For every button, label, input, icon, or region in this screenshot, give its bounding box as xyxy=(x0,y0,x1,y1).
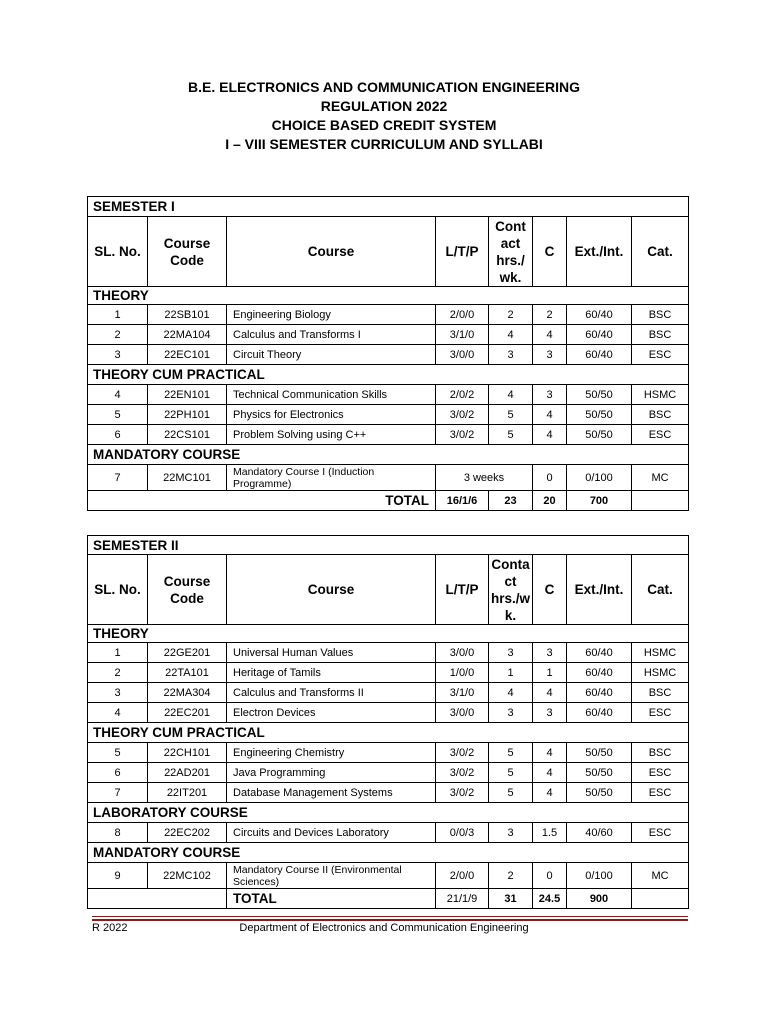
cell-contact: 4 xyxy=(489,325,533,345)
cell-credits: 1.5 xyxy=(533,823,567,843)
cell-sl: 1 xyxy=(88,643,148,663)
total-ext-int: 900 xyxy=(567,889,632,909)
cell-contact: 2 xyxy=(489,305,533,325)
cell-code: 22MC102 xyxy=(148,863,227,889)
cell-category: ESC xyxy=(632,763,689,783)
cell-ext-int: 50/50 xyxy=(567,385,632,405)
cell-contact: 4 xyxy=(489,385,533,405)
cell-course: Database Management Systems xyxy=(227,783,436,803)
cell-duration: 3 weeks xyxy=(436,465,533,491)
cell-ext-int: 50/50 xyxy=(567,425,632,445)
cell-ltp: 3/0/0 xyxy=(436,643,489,663)
cell-ltp: 3/0/2 xyxy=(436,425,489,445)
cell-credits: 3 xyxy=(533,703,567,723)
cell-ltp: 3/0/2 xyxy=(436,405,489,425)
cell-category: ESC xyxy=(632,823,689,843)
cell-sl: 3 xyxy=(88,683,148,703)
cell-category: BSC xyxy=(632,743,689,763)
title-line-regulation: REGULATION 2022 xyxy=(320,98,448,114)
cell-category: ESC xyxy=(632,425,689,445)
header-category: Cat. xyxy=(632,555,689,625)
header-ext-int: Ext./Int. xyxy=(567,555,632,625)
cell-credits: 4 xyxy=(533,763,567,783)
total-row xyxy=(88,889,689,909)
cell-credits: 3 xyxy=(533,345,567,365)
cell-course: Electron Devices xyxy=(227,703,436,723)
cell-course: Circuit Theory xyxy=(227,345,436,365)
cell-category: BSC xyxy=(632,405,689,425)
cell-code: 22MC101 xyxy=(148,465,227,491)
table-row xyxy=(88,643,689,663)
cell-ltp: 3/0/2 xyxy=(436,763,489,783)
table-row xyxy=(88,783,689,803)
cell-sl: 2 xyxy=(88,325,148,345)
total-row xyxy=(88,491,689,511)
section-mandatory-course: MANDATORY COURSE xyxy=(88,843,689,863)
cell-code: 22AD201 xyxy=(148,763,227,783)
cell-contact: 3 xyxy=(489,823,533,843)
cell-ext-int: 60/40 xyxy=(567,663,632,683)
cell-code: 22MA104 xyxy=(148,325,227,345)
cell-credits: 4 xyxy=(533,683,567,703)
section-laboratory-course: LABORATORY COURSE xyxy=(88,803,689,823)
cell-credits: 3 xyxy=(533,385,567,405)
table-row xyxy=(88,405,689,425)
header-contact-hours: Cont act hrs./ wk. xyxy=(489,217,533,287)
cell-code: 22EC201 xyxy=(148,703,227,723)
footer-regulation: R 2022 xyxy=(92,922,128,934)
table-row xyxy=(88,465,689,491)
cell-ext-int: 60/40 xyxy=(567,683,632,703)
cell-sl: 5 xyxy=(88,405,148,425)
cell-ltp: 3/0/0 xyxy=(436,345,489,365)
cell-sl: 5 xyxy=(88,743,148,763)
header-course: Course xyxy=(227,555,436,625)
cell-course: Problem Solving using C++ xyxy=(227,425,436,445)
semester-title: SEMESTER I xyxy=(88,197,689,217)
header-sl-no: SL. No. xyxy=(88,555,148,625)
section-theory-cum-practical: THEORY CUM PRACTICAL xyxy=(88,365,689,385)
cell-ext-int: 50/50 xyxy=(567,743,632,763)
table-row xyxy=(88,425,689,445)
document-title xyxy=(0,78,768,154)
cell-credits: 3 xyxy=(533,643,567,663)
cell-sl: 9 xyxy=(88,863,148,889)
cell-contact: 4 xyxy=(489,683,533,703)
table-row xyxy=(88,663,689,683)
cell-course: Calculus and Transforms I xyxy=(227,325,436,345)
total-blank xyxy=(88,889,227,909)
table-row xyxy=(88,345,689,365)
total-ext-int: 700 xyxy=(567,491,632,511)
cell-contact: 5 xyxy=(489,425,533,445)
header-sl-no: SL. No. xyxy=(88,217,148,287)
title-line-scope: I – VIII SEMESTER CURRICULUM AND SYLLABI xyxy=(225,136,543,152)
cell-ext-int: 0/100 xyxy=(567,465,632,491)
cell-ext-int: 60/40 xyxy=(567,325,632,345)
cell-ltp: 2/0/2 xyxy=(436,385,489,405)
cell-ext-int: 50/50 xyxy=(567,763,632,783)
table-row xyxy=(88,703,689,723)
header-course-code: Course Code xyxy=(148,217,227,287)
cell-ltp: 3/1/0 xyxy=(436,683,489,703)
cell-code: 22GE201 xyxy=(148,643,227,663)
header-credits: C xyxy=(533,555,567,625)
section-mandatory-course: MANDATORY COURSE xyxy=(88,445,689,465)
header-category: Cat. xyxy=(632,217,689,287)
cell-credits: 1 xyxy=(533,663,567,683)
cell-ext-int: 60/40 xyxy=(567,345,632,365)
cell-code: 22CS101 xyxy=(148,425,227,445)
cell-code: 22MA304 xyxy=(148,683,227,703)
cell-credits: 4 xyxy=(533,783,567,803)
cell-ltp: 2/0/0 xyxy=(436,305,489,325)
cell-sl: 4 xyxy=(88,385,148,405)
cell-category: ESC xyxy=(632,345,689,365)
total-category xyxy=(632,491,689,511)
cell-sl: 8 xyxy=(88,823,148,843)
cell-credits: 0 xyxy=(533,863,567,889)
section-theory: THEORY xyxy=(88,625,689,643)
total-ltp: 16/1/6 xyxy=(436,491,489,511)
cell-sl: 3 xyxy=(88,345,148,365)
table-row xyxy=(88,305,689,325)
cell-contact: 3 xyxy=(489,345,533,365)
header-ext-int: Ext./Int. xyxy=(567,217,632,287)
cell-course: Mandatory Course I (Induction Programme) xyxy=(227,465,436,491)
cell-code: 22TA101 xyxy=(148,663,227,683)
cell-category: ESC xyxy=(632,783,689,803)
cell-contact: 2 xyxy=(489,863,533,889)
cell-contact: 5 xyxy=(489,783,533,803)
header-contact-hours: Conta ct hrs./w k. xyxy=(489,555,533,625)
section-theory-cum-practical: THEORY CUM PRACTICAL xyxy=(88,723,689,743)
cell-ext-int: 0/100 xyxy=(567,863,632,889)
table-row xyxy=(88,385,689,405)
cell-ltp: 3/1/0 xyxy=(436,325,489,345)
cell-course: Heritage of Tamils xyxy=(227,663,436,683)
cell-category: MC xyxy=(632,465,689,491)
cell-code: 22PH101 xyxy=(148,405,227,425)
cell-credits: 4 xyxy=(533,405,567,425)
total-credits: 20 xyxy=(533,491,567,511)
cell-ext-int: 60/40 xyxy=(567,703,632,723)
cell-contact: 3 xyxy=(489,703,533,723)
total-ltp: 21/1/9 xyxy=(436,889,489,909)
cell-ext-int: 40/60 xyxy=(567,823,632,843)
cell-category: BSC xyxy=(632,305,689,325)
cell-ltp: 3/0/0 xyxy=(436,703,489,723)
cell-course: Technical Communication Skills xyxy=(227,385,436,405)
cell-sl: 7 xyxy=(88,465,148,491)
cell-course: Java Programming xyxy=(227,763,436,783)
cell-code: 22CH101 xyxy=(148,743,227,763)
cell-category: MC xyxy=(632,863,689,889)
cell-contact: 5 xyxy=(489,405,533,425)
table-row xyxy=(88,743,689,763)
cell-course: Engineering Chemistry xyxy=(227,743,436,763)
total-contact: 23 xyxy=(489,491,533,511)
semester-title: SEMESTER II xyxy=(88,536,689,555)
cell-credits: 4 xyxy=(533,325,567,345)
header-course: Course xyxy=(227,217,436,287)
cell-category: BSC xyxy=(632,325,689,345)
cell-contact: 1 xyxy=(489,663,533,683)
cell-sl: 2 xyxy=(88,663,148,683)
cell-credits: 4 xyxy=(533,743,567,763)
table-row xyxy=(88,763,689,783)
table-row xyxy=(88,683,689,703)
cell-category: ESC xyxy=(632,703,689,723)
cell-code: 22IT201 xyxy=(148,783,227,803)
cell-ext-int: 50/50 xyxy=(567,405,632,425)
cell-course: Circuits and Devices Laboratory xyxy=(227,823,436,843)
cell-sl: 7 xyxy=(88,783,148,803)
cell-sl: 4 xyxy=(88,703,148,723)
total-category xyxy=(632,889,689,909)
cell-course: Physics for Electronics xyxy=(227,405,436,425)
cell-category: HSMC xyxy=(632,385,689,405)
cell-category: HSMC xyxy=(632,663,689,683)
cell-sl: 6 xyxy=(88,763,148,783)
semester-1-table xyxy=(87,196,689,511)
cell-credits: 4 xyxy=(533,425,567,445)
header-ltp: L/T/P xyxy=(436,217,489,287)
cell-ltp: 1/0/0 xyxy=(436,663,489,683)
cell-contact: 3 xyxy=(489,643,533,663)
title-line-programme: B.E. ELECTRONICS AND COMMUNICATION ENGINEERING xyxy=(187,79,580,95)
cell-category: HSMC xyxy=(632,643,689,663)
total-label: TOTAL xyxy=(88,491,436,511)
cell-contact: 5 xyxy=(489,763,533,783)
cell-ltp: 3/0/2 xyxy=(436,783,489,803)
semester-2-table xyxy=(87,535,689,909)
cell-contact: 5 xyxy=(489,743,533,763)
cell-code: 22EC101 xyxy=(148,345,227,365)
cell-course: Calculus and Transforms II xyxy=(227,683,436,703)
cell-course: Universal Human Values xyxy=(227,643,436,663)
total-contact: 31 xyxy=(489,889,533,909)
header-course-code: Course Code xyxy=(148,555,227,625)
cell-ext-int: 60/40 xyxy=(567,643,632,663)
cell-code: 22SB101 xyxy=(148,305,227,325)
cell-ltp: 0/0/3 xyxy=(436,823,489,843)
cell-credits: 0 xyxy=(533,465,567,491)
cell-course: Mandatory Course II (Environmental Sciences) xyxy=(227,863,436,889)
cell-ext-int: 60/40 xyxy=(567,305,632,325)
section-theory: THEORY xyxy=(88,287,689,305)
header-ltp: L/T/P xyxy=(436,555,489,625)
cell-sl: 6 xyxy=(88,425,148,445)
cell-credits: 2 xyxy=(533,305,567,325)
total-credits: 24.5 xyxy=(533,889,567,909)
cell-code: 22EN101 xyxy=(148,385,227,405)
cell-ltp: 3/0/2 xyxy=(436,743,489,763)
title-line-system: CHOICE BASED CREDIT SYSTEM xyxy=(271,117,497,133)
footer-divider-thick xyxy=(92,919,688,921)
table-row xyxy=(88,325,689,345)
cell-category: BSC xyxy=(632,683,689,703)
cell-course: Engineering Biology xyxy=(227,305,436,325)
cell-sl: 1 xyxy=(88,305,148,325)
header-credits: C xyxy=(533,217,567,287)
table-row xyxy=(88,823,689,843)
cell-ltp: 2/0/0 xyxy=(436,863,489,889)
footer-department: Department of Electronics and Communication Engineering xyxy=(239,922,529,934)
table-row xyxy=(88,863,689,889)
footer-divider xyxy=(92,916,688,917)
cell-code: 22EC202 xyxy=(148,823,227,843)
cell-ext-int: 50/50 xyxy=(567,783,632,803)
total-label: TOTAL xyxy=(227,889,436,909)
